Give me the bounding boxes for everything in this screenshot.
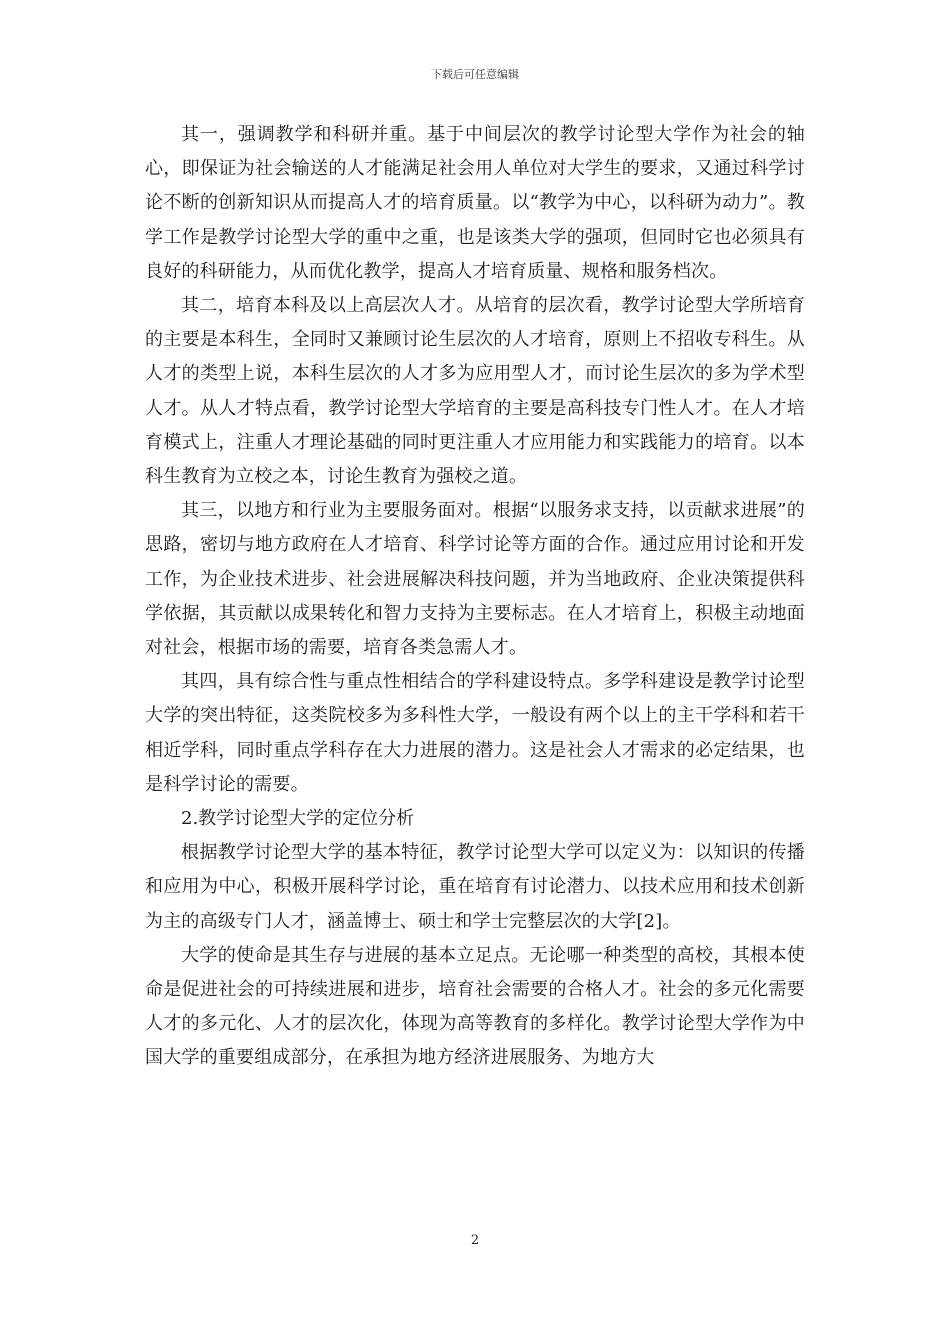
page-number: 2 [470,1233,480,1248]
paragraph-point-four: 其四，具有综合性与重点性相结合的学科建设特点。多学科建设是教学讨论型大学的突出特征，这类院校多为多科性大学，一般设有两个以上的主干学科和若干相近学科，同时重点学科存在大力进展的潜力。这是社会人才需求的必定结果，也是科学讨论的需要。 [145,671,805,795]
paragraph-definition: 根据教学讨论型大学的基本特征，教学讨论型大学可以定义为：以知识的传播和应用为中心，积极开展科学讨论，重在培育有讨论潜力、以技术应用和技术创新为主的高级专门人才，涵盖博士、硕士和学士完整层次的大学[2]。 [145,842,805,932]
paragraph-point-two: 其二，培育本科及以上高层次人才。从培育的层次看，教学讨论型大学所培育的主要是本科生，全同时又兼顾讨论生层次的人才培育，原则上不招收专科生。从人才的类型上说，本科生层次的人才多为应用型人才，而讨论生层次的多为学术型人才。从人才特点看，教学讨论型大学培育的主要是高科技专门性人才。在人才培育模式上，注重人才理论基础的同时更注重人才应用能力和实践能力的培育。以本科生教育为立校之本，讨论生教育为强校之道。 [145,295,805,488]
paragraph-mission: 大学的使命是其生存与进展的基本立足点。无论哪一种类型的高校，其根本使命是促进社会的可持续进展和进步，培育社会需要的合格人才。社会的多元化需要人才的多元化、人才的层次化，体现为高等教育的多样化。教学讨论型大学作为中国大学的重要组成部分，在承担为地方经济进展服务、为地方大 [145,944,805,1069]
page-header-note: 下载后可任意编辑 [431,68,519,81]
paragraph-point-one: 其一，强调教学和科研并重。基于中间层次的教学讨论型大学作为社会的轴心，即保证为社会输送的人才能满足社会用人单位对大学生的要求，又通过科学讨论不断的创新知识从而提高人才的培育质量。以“教学为中心，以科研为动力”。教学工作是教学讨论型大学的重中之重，也是该类大学的强项，但同时它也必须具有良好的科研能力，从而优化教学，提高人才培育质量、规格和服务档次。 [145,124,805,282]
paragraph-point-three: 其三，以地方和行业为主要服务面对。根据“以服务求支持，以贡献求进展”的思路，密切与地方政府在人才培育、科学讨论等方面的合作。通过应用讨论和开发工作，为企业技术进步、社会进展解决科技问题，并为当地政府、企业决策提供科学依据，其贡献以成果转化和智力支持为主要标志。在人才培育上，积极主动地面对社会，根据市场的需要，培育各类急需人才。 [145,500,805,659]
document-body [145,118,805,1076]
section-heading: 2.教学讨论型大学的定位分析 [181,808,415,830]
